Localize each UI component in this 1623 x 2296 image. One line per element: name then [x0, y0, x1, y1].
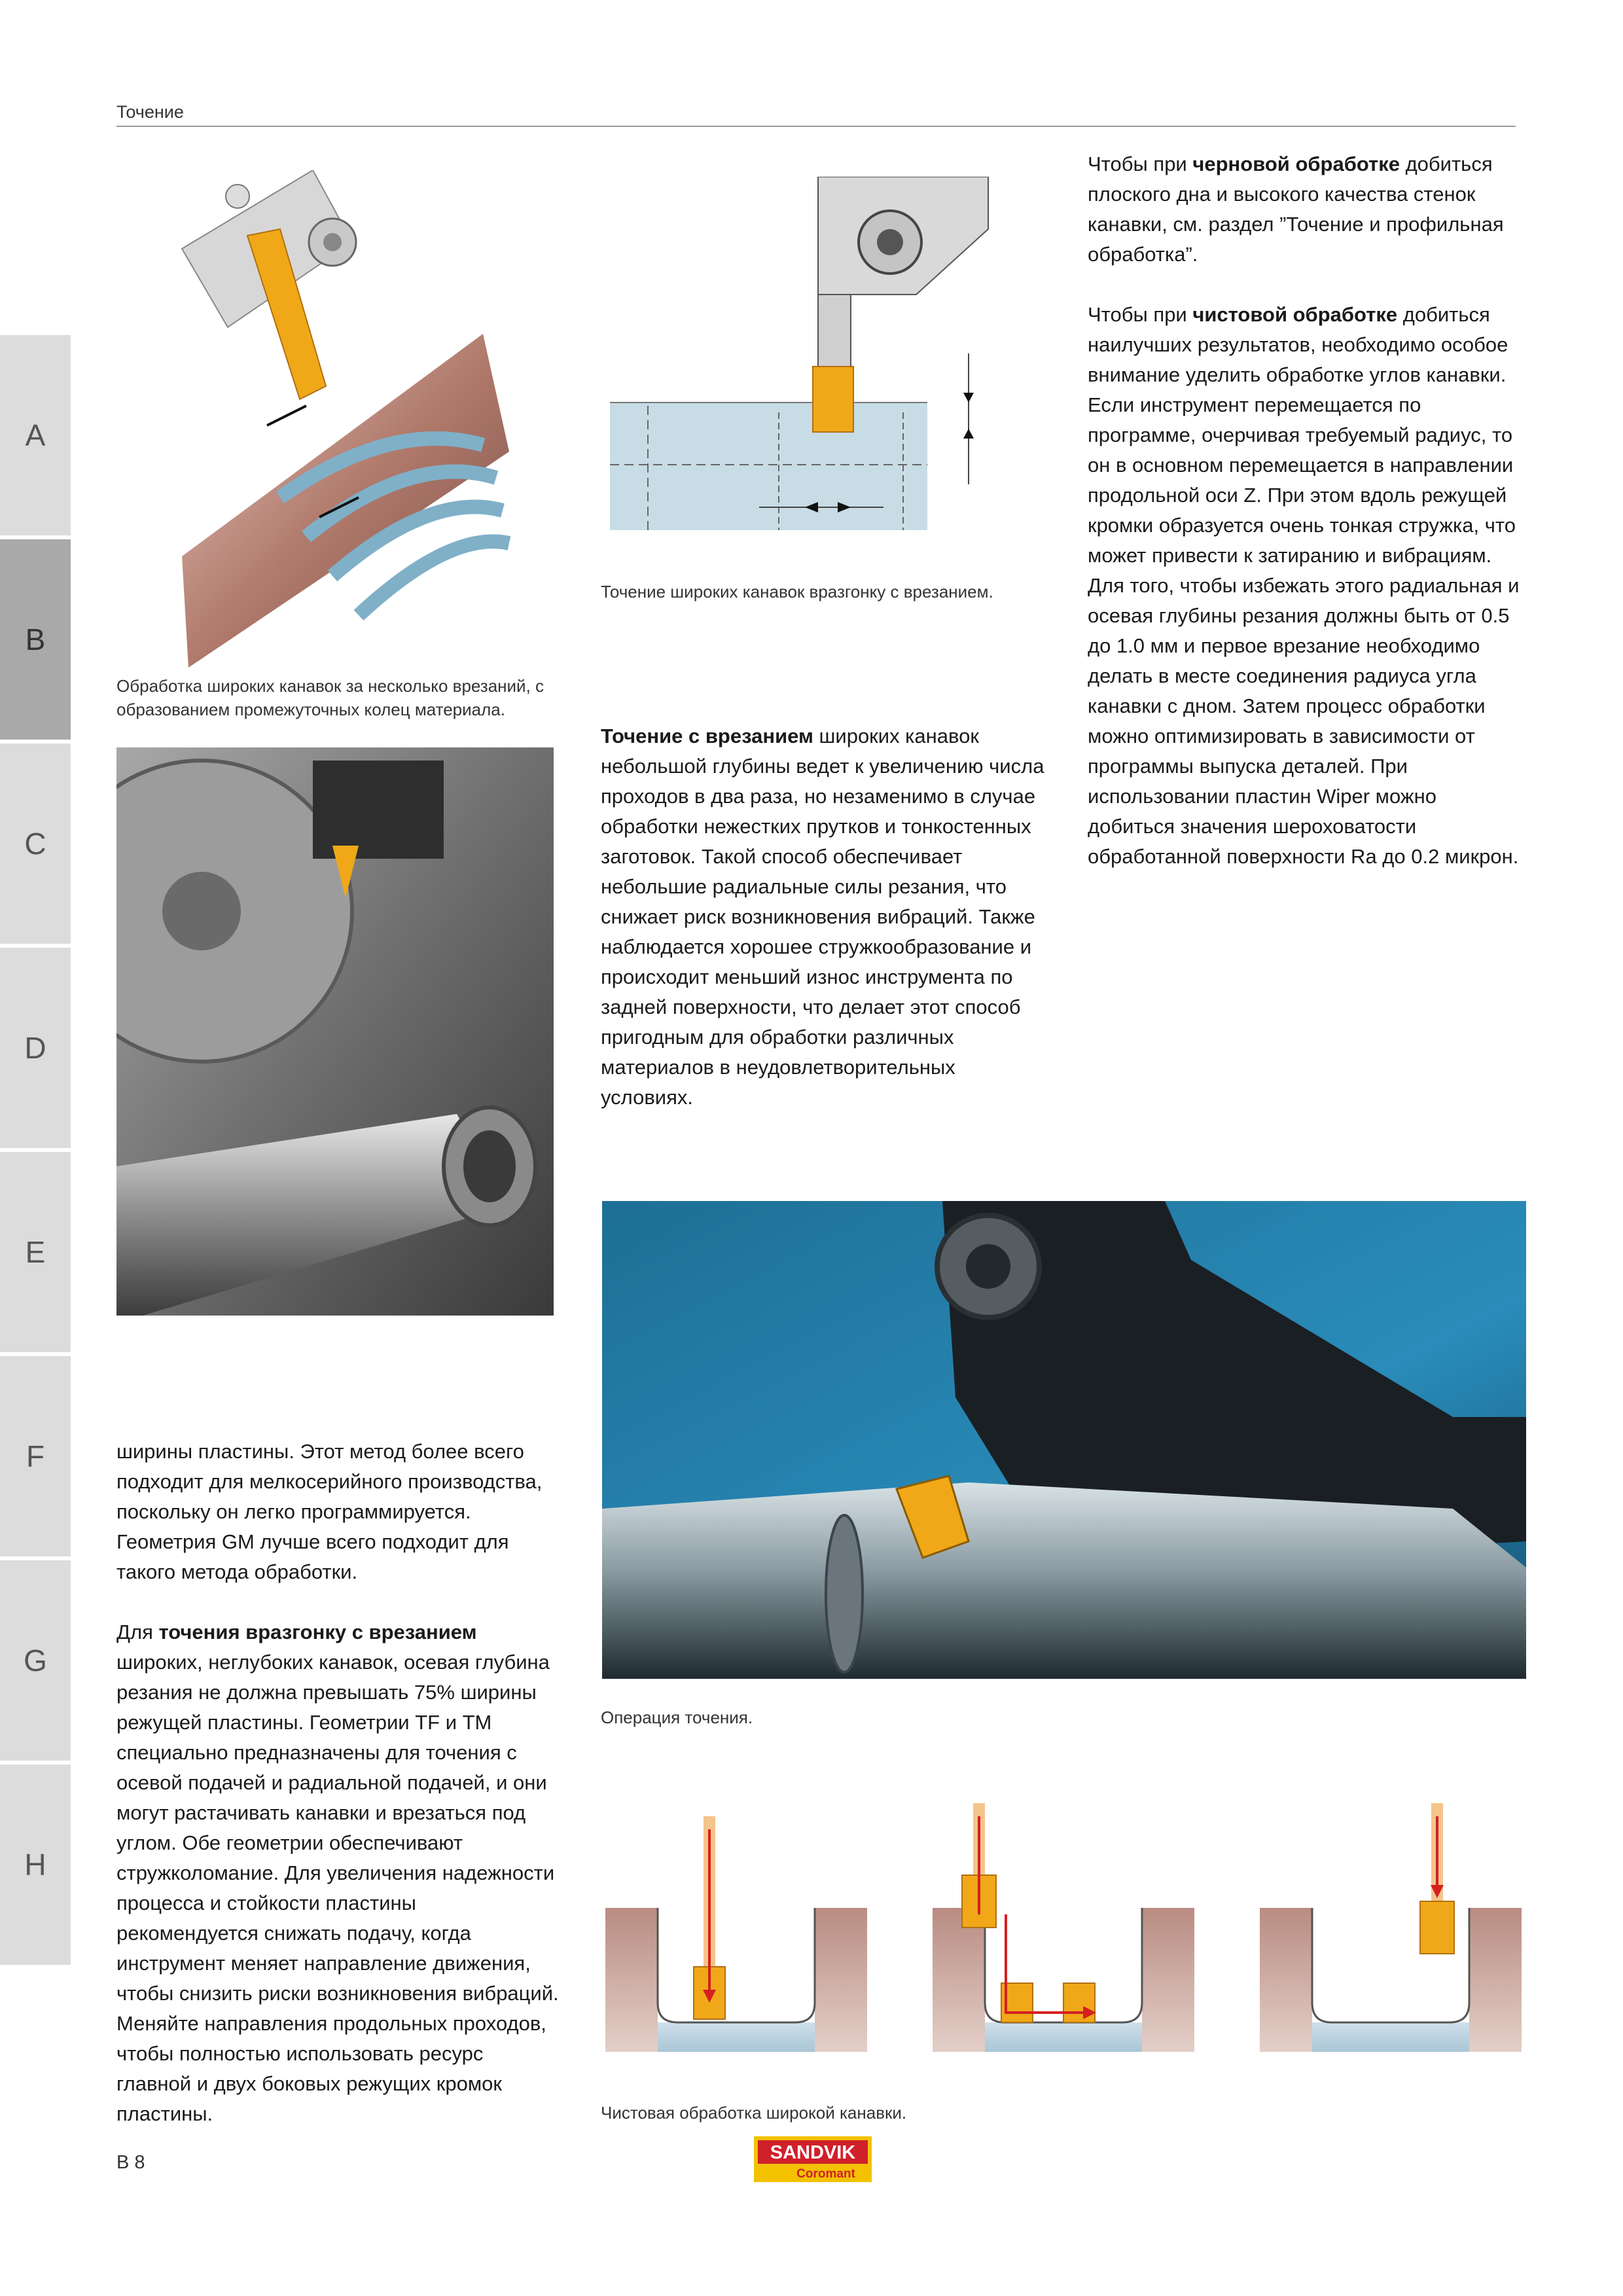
paragraph-roughing-lead: Чтобы при [1088, 152, 1193, 175]
figure-groove-finishing-steps [605, 1803, 1522, 2052]
paragraph-plunge-roughing [116, 1617, 562, 2129]
photo-turning-operation [602, 1201, 1526, 1679]
groove-panel-3 [1260, 1803, 1522, 2052]
groove-panel-1 [605, 1816, 867, 2052]
paragraph-insert-width: ширины пластины. Этот метод более всего подходит для мелкосерийного производства, поскольку он легко программируется. Геометрия GM лучше всего подходит для такого метода обработки. [116, 1440, 543, 1583]
paragraph-roughing [1088, 149, 1520, 270]
paragraph-finishing-body: добиться наилучших результатов, необходимо особое внимание уделить обработке углов канавки. Если инструмент перемещается по программе, очерчивая требуемый радиус, то он в основном перемещается в направлении продольной оси Z. При этом вдоль режущей кромки образуется очень тонкая стружка, что может привести к затиранию и вибрациям. Для того, чтобы избежать этого радиальная и осевая глубины резания должны быть от 0.5 до 1.0 мм и первое врезание необходимо делать в месте соединения радиуса угла канавки с дном. Затем процесс обработки можно оптимизировать в зависимости от программы выпуска деталей. При использовании пластин Wiper можно добиться значения шероховатости обработанной поверхности Ra до 0.2 микрон. [1088, 303, 1520, 868]
header-rule [116, 126, 1516, 127]
page-number: B 8 [116, 2152, 145, 2173]
paragraph-plunge-roughing-lead: Для [116, 1621, 159, 1643]
bold-term-roughing: черновой обработке [1192, 152, 1400, 175]
paragraph-roughing-body: добиться плоского дна и высокого качества стенок канавки, см. раздел ”Точение и профильная обработка”. [1088, 152, 1504, 266]
bold-term-finishing: чистовой обработке [1192, 303, 1398, 326]
side-tab-d[interactable]: D [0, 948, 71, 1148]
side-tab-c[interactable]: C [0, 744, 71, 944]
paragraph-finishing-lead: Чтобы при [1088, 303, 1193, 326]
paragraph-finishing [1088, 300, 1520, 872]
side-tab-b[interactable]: B [0, 539, 71, 740]
side-tab-f[interactable]: F [0, 1356, 71, 1556]
paragraph-plunge-roughing-body: широких, неглубоких канавок, осевая глубина резания не должна превышать 75% ширины режущей пластины. Геометрии TF и TM специально предназначены для точения с осевой подачей и радиальной подачей, и они могут растачивать канавки и врезаться под углом. Обе геометрии обеспечивают стружколомание. Для увеличения надежности процесса и стойкости пластины рекомендуется снижать подачу, когда инструмент меняет направление движения, чтобы снизить риски возникновения вибраций. Меняйте направления продольных проходов, чтобы полностью использовать ресурс главной и двух боковых режущих кромок пластины. [116, 1651, 559, 2125]
logo-subbrand: Coromant [796, 2167, 855, 2181]
figure-caption-plunge-turning: Точение широких канавок вразгонку с врезанием. [601, 582, 993, 601]
figure-caption-multi-plunge: Обработка широких канавок за несколько врезаний, с образованием промежуточных колец материала. [116, 676, 544, 719]
paragraph-plunge-turning [601, 721, 1052, 1113]
bold-term-plunge-turning: Точение с врезанием [601, 725, 813, 747]
side-tab-nav [0, 335, 71, 1969]
side-tab-h[interactable]: H [0, 1765, 71, 1965]
text-right-column [1088, 149, 1520, 872]
paragraph-plunge-turning-body: широких канавок небольшой глубины ведет к увеличению числа проходов в два раза, но незаменимо в случае обработки нежестких прутков и тонкостенных заготовок. Такой способ обеспечивает небольшие радиальные силы резания, что снижает риск возникновения вибраций. Также наблюдается хорошее стружкообразование и происходит меньший износ инструмента по задней поверхности, что делает этот способ пригодным для обработки различных материалов в неудовлетворительных условиях. [601, 725, 1044, 1109]
side-tab-a[interactable]: A [0, 335, 71, 535]
photo-machine-turning [116, 747, 554, 1316]
figure-plunge-turning-schematic [602, 177, 995, 530]
text-left-column [116, 1437, 562, 2129]
section-title: Точение [116, 102, 184, 122]
sandvik-coromant-logo [754, 2136, 872, 2182]
figure-caption-turning-operation: Операция точения. [601, 1708, 753, 1727]
logo-wordmark: SANDVIK [770, 2142, 856, 2163]
figure-caption-groove-finishing: Чистовая обработка широкой канавки. [601, 2103, 907, 2123]
side-tab-g[interactable]: G [0, 1560, 71, 1761]
bold-term-plunge-roughing: точения вразгонку с врезанием [158, 1621, 477, 1643]
text-mid-column [601, 721, 1052, 1113]
groove-panel-2 [933, 1803, 1194, 2052]
side-tab-e[interactable]: E [0, 1152, 71, 1352]
figure-multi-plunge-grooving [116, 170, 556, 668]
